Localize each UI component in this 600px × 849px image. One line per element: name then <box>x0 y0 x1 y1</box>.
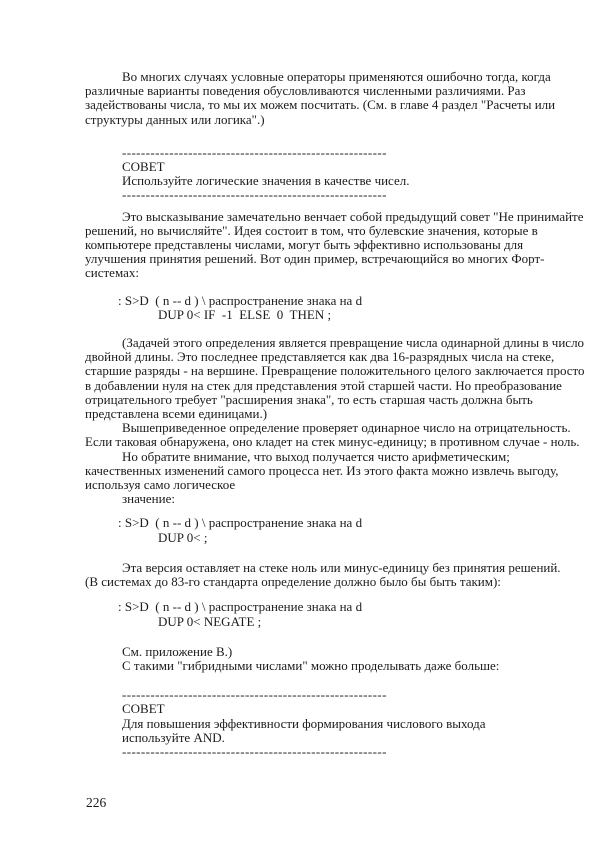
tip-text: Используйте логические значения в качестве чисел. <box>122 173 410 189</box>
code-line: DUP 0< NEGATE ; <box>158 613 262 629</box>
text-line: в добавлении нуля на стек для представления этой старшей части. Но преобразование <box>85 377 562 393</box>
tip-use-and <box>122 688 595 759</box>
separator-line: -------------------------------------------------------- <box>122 187 387 203</box>
text-line: значение: <box>122 491 175 507</box>
text-line: двойной длины. Это последнее представляется как два 16-разрядных числа на стеке, <box>85 349 555 365</box>
text-line: решений, но вычисляйте". Идея состоит в том, что булевские значения, которые в <box>85 222 538 238</box>
separator-line: -------------------------------------------------------- <box>122 144 387 160</box>
tip-use-boolean-as-numbers <box>122 146 595 203</box>
page-body <box>85 70 595 759</box>
paragraph-version-comment <box>85 561 595 589</box>
text-line: компьютере представлены числами, могут быть эффективно использованы для <box>85 237 524 253</box>
text-line: отрицательного требует "расширения знака", то есть старшая часть должна быть <box>85 391 533 407</box>
text-line: структуры данных или логика".) <box>85 111 265 127</box>
tip-text: Для повышения эффективности формирования числового выхода <box>122 715 486 731</box>
text-line: улучшения принятия решений. Вот один пример, встречающийся во многих Форт- <box>85 251 545 267</box>
text-line: используя само логическое <box>85 477 236 493</box>
code-line: : S>D ( n -- d ) \ распространение знака на d <box>118 515 363 531</box>
text-line: Если таковая обнаружена, оно кладет на стек минус-единицу; в противном случае - ноль. <box>85 434 580 450</box>
text-line: представлена всеми единицами.) <box>85 406 268 422</box>
code-line: : S>D ( n -- d ) \ распространение знака на d <box>118 599 363 615</box>
code-line: : S>D ( n -- d ) \ распространение знака на d <box>118 292 363 308</box>
text-line: Во многих случаях условные операторы применяются ошибочно тогда, когда <box>122 69 551 84</box>
text-line: качественных изменений самого процесса нет. Из этого факта можно извлечь выгоду, <box>85 462 559 478</box>
code-s-to-d-if-else <box>118 294 595 322</box>
text-line: задействованы числа, то мы их можем посчитать. (См. в главе 4 раздел "Расчеты или <box>85 97 556 113</box>
paragraph-see-appendix <box>85 645 595 673</box>
text-line: Но обратите внимание, что выход получается чисто арифметическим; <box>122 448 510 464</box>
text-line: различные варианты поведения обусловливаются численными различиями. Раз <box>85 83 526 99</box>
page-number: 226 <box>86 795 107 810</box>
text-line: Это высказывание замечательно венчает собой предыдущий совет "Не принимайте <box>122 208 584 224</box>
separator-line: -------------------------------------------------------- <box>122 687 387 703</box>
text-line: См. приложение В.) <box>122 643 233 659</box>
tip-text: используйте AND. <box>122 729 225 745</box>
paragraph-conditional-operators <box>85 70 595 127</box>
code-line: DUP 0< IF -1 ELSE 0 THEN ; <box>158 306 332 322</box>
separator-line: -------------------------------------------------------- <box>122 743 387 759</box>
code-s-to-d-negate <box>118 600 595 628</box>
text-line: Вышеприведенное определение проверяет одинарное число на отрицательность. <box>122 420 571 436</box>
paragraph-definition-explanation <box>85 336 595 421</box>
text-line: старшие разряды - на вершине. Превращение положительного целого заключается просто <box>85 363 585 379</box>
text-line: Эта версия оставляет на стеке ноль или минус-единицу без принятия решений. <box>122 559 561 575</box>
paragraph-arithmetic-output <box>85 450 595 507</box>
text-line: С такими "гибридными числами" можно проделывать даже больше: <box>122 657 500 673</box>
tip-label: СОВЕТ <box>122 159 165 175</box>
code-line: DUP 0< ; <box>158 529 208 545</box>
text-line: системах: <box>85 265 139 281</box>
text-line: (Задачей этого определения является превращение числа одинарной длины в число <box>122 335 585 351</box>
paragraph-negativity-check <box>85 421 595 449</box>
paragraph-previous-tip <box>85 210 595 281</box>
text-line: (В системах до 83-го стандарта определение должно было бы быть таким): <box>85 574 501 590</box>
tip-label: СОВЕТ <box>122 701 165 717</box>
code-s-to-d-boolean <box>118 516 595 544</box>
